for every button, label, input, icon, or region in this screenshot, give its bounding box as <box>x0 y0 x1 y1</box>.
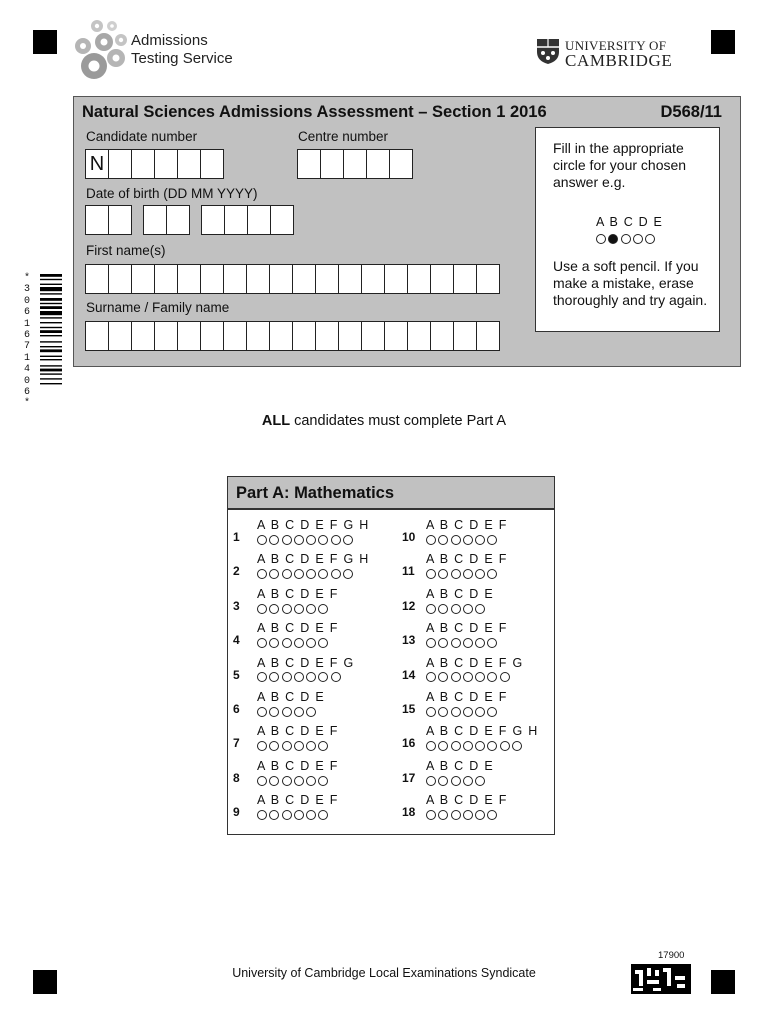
answer-bubble[interactable] <box>512 741 522 751</box>
first-name-box[interactable] <box>108 264 132 294</box>
answer-bubble[interactable] <box>475 672 485 682</box>
first-name-box[interactable] <box>223 264 247 294</box>
question-number: 2 <box>233 564 240 579</box>
example-letters: A B C D E <box>596 215 664 229</box>
centre-number-box[interactable] <box>366 149 390 179</box>
surname-box[interactable] <box>177 321 201 351</box>
answer-bubble[interactable] <box>331 535 341 545</box>
dob-month-box[interactable] <box>143 205 167 235</box>
answer-bubble[interactable] <box>318 638 328 648</box>
answer-bubble[interactable] <box>487 810 497 820</box>
question-row <box>402 554 562 588</box>
form-reference: D568/11 <box>660 103 722 121</box>
answer-bubble[interactable] <box>318 741 328 751</box>
question-row <box>233 623 393 657</box>
option-letters: A B C D E F G H <box>426 724 539 739</box>
answer-bubbles <box>257 534 355 546</box>
cambridge-crest-icon <box>536 38 560 65</box>
answer-bubble[interactable] <box>451 776 461 786</box>
answer-bubble[interactable] <box>475 810 485 820</box>
question-row <box>402 586 562 623</box>
example-bubble <box>633 234 643 244</box>
answer-bubble[interactable] <box>269 638 279 648</box>
answer-bubble[interactable] <box>463 672 473 682</box>
surname-box[interactable] <box>246 321 270 351</box>
fill-instruction: Fill in the appropriate circle for your chosen answer e.g. <box>553 140 687 190</box>
surname-box[interactable] <box>131 321 155 351</box>
question-row <box>402 795 562 829</box>
answer-bubble[interactable] <box>426 535 436 545</box>
first-name-field[interactable] <box>85 264 499 294</box>
first-name-box[interactable] <box>85 264 109 294</box>
answer-bubble[interactable] <box>426 638 436 648</box>
answer-bubble[interactable] <box>343 569 353 579</box>
ats-logo-icon <box>70 18 130 84</box>
answer-bubble[interactable] <box>487 569 497 579</box>
answer-bubble[interactable] <box>306 810 316 820</box>
dob-year-box[interactable] <box>201 205 225 235</box>
example-bubble <box>596 234 606 244</box>
answer-bubble[interactable] <box>282 707 292 717</box>
surname-box[interactable] <box>292 321 316 351</box>
answer-bubble[interactable] <box>451 638 461 648</box>
question-row <box>233 758 393 795</box>
option-letters: A B C D E F <box>257 724 339 739</box>
option-letters: A B C D E F <box>426 690 508 704</box>
footer-text: University of Cambridge Local Examinations Syndicate <box>232 966 536 980</box>
answer-bubble[interactable] <box>306 638 316 648</box>
answer-bubble[interactable] <box>475 741 485 751</box>
answer-bubble[interactable] <box>318 810 328 820</box>
question-number: 13 <box>402 633 416 648</box>
answer-bubble[interactable] <box>475 604 485 614</box>
barcode-digit: * <box>23 273 30 284</box>
answer-bubble[interactable] <box>269 604 279 614</box>
first-name-box[interactable] <box>315 264 339 294</box>
question-row <box>233 726 393 760</box>
question-number: 10 <box>402 530 416 544</box>
answer-bubble[interactable] <box>331 672 341 682</box>
answer-bubbles <box>257 706 318 718</box>
form-title <box>82 103 722 122</box>
answer-bubble[interactable] <box>294 707 304 717</box>
centre-number-box[interactable] <box>389 149 413 179</box>
answer-bubble[interactable] <box>282 638 292 648</box>
answer-bubble[interactable] <box>451 810 461 820</box>
example-bubbles <box>596 232 657 244</box>
answer-bubble[interactable] <box>269 810 279 820</box>
answer-bubble[interactable] <box>294 535 304 545</box>
answer-bubble[interactable] <box>294 776 304 786</box>
answer-bubble[interactable] <box>282 535 292 545</box>
answer-bubble[interactable] <box>257 741 267 751</box>
example-bubble <box>621 234 631 244</box>
answer-bubble[interactable] <box>463 741 473 751</box>
surname-box[interactable] <box>430 321 454 351</box>
question-number: 9 <box>233 805 240 820</box>
answer-bubble[interactable] <box>451 707 461 717</box>
answer-bubble[interactable] <box>257 535 267 545</box>
answer-bubbles <box>426 568 500 580</box>
example-bubble <box>608 234 618 244</box>
form-code: 17900 <box>658 950 685 961</box>
answer-bubble[interactable] <box>438 810 448 820</box>
question-number: 3 <box>233 598 240 613</box>
question-number: 14 <box>402 667 416 682</box>
question-row <box>402 520 562 554</box>
dob-year-box[interactable] <box>247 205 271 235</box>
option-letters: A B C D E <box>426 758 494 773</box>
barcode-digit: 1 <box>23 352 30 364</box>
answer-bubble[interactable] <box>426 776 436 786</box>
question-row <box>233 655 393 692</box>
question-number: 17 <box>402 770 416 785</box>
answer-bubble[interactable] <box>463 776 473 786</box>
question-row <box>233 554 393 588</box>
first-name-box[interactable] <box>292 264 316 294</box>
registration-mark-top-right <box>711 30 735 54</box>
first-name-box[interactable] <box>476 264 500 294</box>
option-letters: A B C D E F <box>257 586 339 601</box>
surname-box[interactable] <box>200 321 224 351</box>
centre-number-box[interactable] <box>343 149 367 179</box>
question-row <box>233 586 393 623</box>
answer-bubble[interactable] <box>269 569 279 579</box>
candidate-number-box[interactable] <box>154 149 178 179</box>
dob-day-box[interactable] <box>85 205 109 235</box>
question-number: 16 <box>402 736 416 751</box>
answer-bubble[interactable] <box>331 569 341 579</box>
answer-bubble[interactable] <box>282 604 292 614</box>
dob-month-box[interactable] <box>166 205 190 235</box>
all-note-emphasis: ALL <box>261 413 291 429</box>
option-letters: A B C D E F <box>426 518 508 532</box>
answer-bubble[interactable] <box>294 741 304 751</box>
surname-box[interactable] <box>476 321 500 351</box>
question-number: 6 <box>233 702 240 716</box>
answer-bubble[interactable] <box>438 776 448 786</box>
answer-bubble[interactable] <box>318 535 328 545</box>
option-letters: A B C D E <box>426 586 494 601</box>
first-name-label: First name(s) <box>86 243 166 258</box>
first-name-box[interactable] <box>453 264 477 294</box>
surname-box[interactable] <box>361 321 385 351</box>
first-name-box[interactable] <box>177 264 201 294</box>
answer-bubble[interactable] <box>463 535 473 545</box>
barcode-number <box>20 273 34 410</box>
answer-bubbles <box>426 637 500 649</box>
answer-bubble[interactable] <box>306 569 316 579</box>
first-name-box[interactable] <box>407 264 431 294</box>
first-name-box[interactable] <box>154 264 178 294</box>
dob-year-box[interactable] <box>270 205 294 235</box>
surname-box[interactable] <box>269 321 293 351</box>
answer-bubble[interactable] <box>257 672 267 682</box>
answer-bubble[interactable] <box>438 604 448 614</box>
question-number: 12 <box>402 598 416 613</box>
question-number: 5 <box>233 667 240 682</box>
answer-bubbles <box>257 603 331 615</box>
answer-bubble[interactable] <box>438 638 448 648</box>
answer-bubbles <box>257 775 331 787</box>
answer-bubble[interactable] <box>463 638 473 648</box>
answer-bubble[interactable] <box>487 672 497 682</box>
first-name-box[interactable] <box>338 264 362 294</box>
answer-bubble[interactable] <box>282 741 292 751</box>
barcode-digit: 6 <box>23 307 30 319</box>
answer-bubble[interactable] <box>500 741 510 751</box>
option-letters: A B C D E F G H <box>257 552 370 567</box>
answer-bubbles <box>426 809 500 821</box>
answer-bubble[interactable] <box>318 776 328 786</box>
barcode-digit: 1 <box>23 318 30 330</box>
barcode-digit: 6 <box>23 387 30 399</box>
surname-box[interactable] <box>315 321 339 351</box>
candidate-number-label: Candidate number <box>86 129 198 144</box>
answer-bubble[interactable] <box>426 604 436 614</box>
answer-bubbles <box>257 809 331 821</box>
cambridge-line-1: UNIVERSITY OF <box>565 38 667 53</box>
answer-bubble[interactable] <box>294 672 304 682</box>
first-name-box[interactable] <box>430 264 454 294</box>
dob-month-field[interactable] <box>143 205 189 235</box>
answer-bubble[interactable] <box>269 741 279 751</box>
question-row <box>402 623 562 657</box>
registration-mark-top-left <box>33 30 57 54</box>
answer-bubbles <box>426 603 487 615</box>
barcode-icon <box>40 274 62 410</box>
barcode-digit: 0 <box>23 295 30 307</box>
question-number: 18 <box>402 805 416 820</box>
answer-bubble[interactable] <box>438 707 448 717</box>
answer-bubbles <box>257 637 331 649</box>
question-number: 15 <box>402 702 416 716</box>
answer-bubble[interactable] <box>318 604 328 614</box>
first-name-box[interactable] <box>131 264 155 294</box>
answer-bubble[interactable] <box>269 776 279 786</box>
surname-box[interactable] <box>407 321 431 351</box>
answer-bubbles <box>426 775 487 787</box>
question-number: 8 <box>233 770 240 785</box>
answer-bubble[interactable] <box>475 638 485 648</box>
option-letters: A B C D E F <box>426 793 508 808</box>
candidate-number-box[interactable] <box>108 149 132 179</box>
pencil-instruction: Use a soft pencil. If you make a mistake, erase thoroughly and try again. <box>553 258 708 308</box>
answer-bubble[interactable] <box>500 672 510 682</box>
question-row <box>233 795 393 829</box>
answer-bubble[interactable] <box>438 741 448 751</box>
surname-box[interactable] <box>384 321 408 351</box>
example-bubble <box>645 234 655 244</box>
answer-bubble[interactable] <box>451 569 461 579</box>
surname-box[interactable] <box>154 321 178 351</box>
answer-bubble[interactable] <box>451 741 461 751</box>
first-name-box[interactable] <box>246 264 270 294</box>
option-letters: A B C D E <box>257 690 325 704</box>
question-number: 1 <box>233 530 240 544</box>
question-number: 7 <box>233 736 240 751</box>
answer-bubble[interactable] <box>294 569 304 579</box>
form-title-text: Natural Sciences Admissions Assessment – Section 1 2016 <box>82 103 547 121</box>
answer-bubble[interactable] <box>282 810 292 820</box>
answer-bubble[interactable] <box>294 604 304 614</box>
part-a-answer-grid <box>227 509 555 835</box>
answer-bubble[interactable] <box>487 741 497 751</box>
answer-bubble[interactable] <box>426 569 436 579</box>
centre-number-box[interactable] <box>320 149 344 179</box>
barcode-digit: 0 <box>23 375 30 387</box>
answer-bubble[interactable] <box>438 535 448 545</box>
option-letters: A B C D E F <box>257 758 339 773</box>
answer-bubbles <box>426 706 500 718</box>
all-candidates-note <box>0 413 768 429</box>
answer-bubble[interactable] <box>426 741 436 751</box>
barcode-digit: * <box>23 398 30 410</box>
centre-number-label: Centre number <box>298 129 389 144</box>
part-a-title: Part A: Mathematics <box>227 476 555 509</box>
question-number: 11 <box>402 564 415 579</box>
cambridge-wordmark <box>565 38 672 68</box>
option-letters: A B C D E F G H <box>257 518 370 532</box>
answer-bubble[interactable] <box>475 707 485 717</box>
dob-year-field[interactable] <box>201 205 293 235</box>
answer-bubble[interactable] <box>343 535 353 545</box>
answer-bubbles <box>426 534 500 546</box>
answer-bubble[interactable] <box>475 535 485 545</box>
surname-box[interactable] <box>223 321 247 351</box>
answer-bubble[interactable] <box>318 672 328 682</box>
candidate-number-field[interactable] <box>85 149 223 179</box>
answer-bubble[interactable] <box>294 810 304 820</box>
answer-bubble[interactable] <box>451 604 461 614</box>
answer-bubble[interactable] <box>451 672 461 682</box>
all-note-text: candidates must complete Part A <box>290 413 507 429</box>
question-row <box>402 726 562 760</box>
answer-bubble[interactable] <box>487 707 497 717</box>
answer-bubble[interactable] <box>463 569 473 579</box>
dob-day-field[interactable] <box>85 205 131 235</box>
answer-bubble[interactable] <box>438 569 448 579</box>
first-name-box[interactable] <box>200 264 224 294</box>
dob-day-box[interactable] <box>108 205 132 235</box>
answer-bubble[interactable] <box>269 707 279 717</box>
answer-bubble[interactable] <box>257 707 267 717</box>
first-name-box[interactable] <box>269 264 293 294</box>
answer-bubble[interactable] <box>426 810 436 820</box>
centre-number-box[interactable] <box>297 149 321 179</box>
answer-bubble[interactable] <box>269 672 279 682</box>
answer-bubble[interactable] <box>475 569 485 579</box>
surname-box[interactable] <box>453 321 477 351</box>
barcode-digit: 3 <box>23 284 30 296</box>
answer-bubble[interactable] <box>451 535 461 545</box>
cambridge-line-2: CAMBRIDGE <box>565 51 673 70</box>
first-name-box[interactable] <box>384 264 408 294</box>
answer-bubble[interactable] <box>306 535 316 545</box>
question-row <box>233 520 393 554</box>
answer-bubbles <box>257 672 343 684</box>
answer-bubble[interactable] <box>306 776 316 786</box>
instructions-box <box>535 127 720 332</box>
barcode-digit: 6 <box>23 330 30 342</box>
answer-bubble[interactable] <box>318 569 328 579</box>
barcode-digit: 7 <box>23 341 30 353</box>
answer-bubble[interactable] <box>463 604 473 614</box>
answer-bubble[interactable] <box>257 810 267 820</box>
answer-bubble[interactable] <box>306 672 316 682</box>
answer-bubble[interactable] <box>426 672 436 682</box>
surname-label: Surname / Family name <box>86 300 230 315</box>
question-row <box>233 692 393 726</box>
candidate-number-prefix: N <box>85 149 109 179</box>
ats-logo-line-1: Admissions <box>131 32 208 49</box>
candidate-number-box[interactable] <box>177 149 201 179</box>
candidate-number-box[interactable] <box>200 149 224 179</box>
answer-bubbles <box>257 740 331 752</box>
answer-bubble[interactable] <box>487 638 497 648</box>
answer-bubble[interactable] <box>306 741 316 751</box>
answer-bubble[interactable] <box>282 776 292 786</box>
answer-bubbles <box>426 672 512 684</box>
question-number: 4 <box>233 633 240 648</box>
answer-bubble[interactable] <box>475 776 485 786</box>
answer-bubble[interactable] <box>426 707 436 717</box>
surname-field[interactable] <box>85 321 499 351</box>
answer-bubble[interactable] <box>257 604 267 614</box>
option-letters: A B C D E F <box>426 552 508 567</box>
candidate-number-box[interactable] <box>131 149 155 179</box>
answer-bubbles <box>426 740 524 752</box>
ats-logo-line-2: Testing Service <box>131 50 233 67</box>
answer-bubble[interactable] <box>438 672 448 682</box>
dob-year-box[interactable] <box>224 205 248 235</box>
surname-box[interactable] <box>85 321 109 351</box>
barcode-digit: 4 <box>23 364 30 376</box>
surname-box[interactable] <box>338 321 362 351</box>
option-letters: A B C D E F <box>257 793 339 808</box>
centre-number-field[interactable] <box>297 149 412 179</box>
answer-bubble[interactable] <box>282 672 292 682</box>
date-of-birth-label: Date of birth (DD MM YYYY) <box>86 186 258 201</box>
answer-bubble[interactable] <box>463 810 473 820</box>
answer-bubbles <box>257 568 355 580</box>
question-row <box>402 758 562 795</box>
answer-bubble[interactable] <box>487 535 497 545</box>
answer-bubble[interactable] <box>269 535 279 545</box>
option-letters: A B C D E F G <box>426 655 524 670</box>
ats-logo-text <box>131 32 233 68</box>
answer-bubble[interactable] <box>463 707 473 717</box>
answer-bubble[interactable] <box>294 638 304 648</box>
surname-box[interactable] <box>108 321 132 351</box>
answer-bubble[interactable] <box>306 604 316 614</box>
first-name-box[interactable] <box>361 264 385 294</box>
question-row <box>402 655 562 692</box>
answer-bubble[interactable] <box>282 569 292 579</box>
answer-bubble[interactable] <box>306 707 316 717</box>
option-letters: A B C D E F G <box>257 655 355 670</box>
option-letters: A B C D E F <box>257 621 339 636</box>
option-letters: A B C D E F <box>426 621 508 636</box>
answer-bubble[interactable] <box>257 569 267 579</box>
answer-bubble[interactable] <box>257 638 267 648</box>
answer-bubble[interactable] <box>257 776 267 786</box>
question-row <box>402 692 562 726</box>
